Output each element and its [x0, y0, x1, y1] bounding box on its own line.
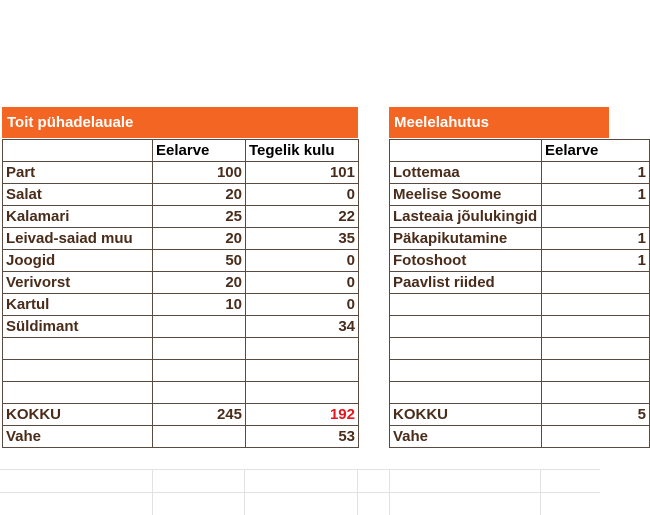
value-cell[interactable]: 5: [542, 404, 650, 426]
row-label-cell[interactable]: [390, 360, 542, 382]
table-row: [3, 294, 359, 316]
row-label-cell[interactable]: KOKKU: [3, 404, 153, 426]
row-label-cell[interactable]: [390, 338, 542, 360]
table-row: [3, 162, 359, 184]
row-label-cell[interactable]: [3, 360, 153, 382]
row-label-cell[interactable]: [390, 316, 542, 338]
value-cell[interactable]: 20: [153, 272, 246, 294]
row-label-cell[interactable]: Salat: [3, 184, 153, 206]
table-row: [390, 184, 650, 206]
table-row: [390, 426, 650, 448]
table-row: [390, 316, 650, 338]
value-cell[interactable]: [542, 316, 650, 338]
table-row: [390, 206, 650, 228]
value-cell[interactable]: [246, 360, 359, 382]
food-budget-table: [2, 139, 359, 448]
value-cell[interactable]: 1: [542, 184, 650, 206]
value-cell[interactable]: [542, 206, 650, 228]
table-row: [390, 250, 650, 272]
row-label-cell[interactable]: Paavlist riided: [390, 272, 542, 294]
column-header-row: [390, 140, 650, 162]
value-cell[interactable]: [153, 426, 246, 448]
table-row: [3, 338, 359, 360]
table-row: [3, 404, 359, 426]
value-cell[interactable]: 25: [153, 206, 246, 228]
table-row: [3, 382, 359, 404]
entertainment-table-header[interactable]: Meelelahutus: [389, 107, 609, 138]
value-cell[interactable]: 1: [542, 162, 650, 184]
row-label-cell[interactable]: Kartul: [3, 294, 153, 316]
row-label-cell[interactable]: Leivad-saiad muu: [3, 228, 153, 250]
column-header-row: [3, 140, 359, 162]
column-header-cell[interactable]: [390, 140, 542, 162]
value-cell[interactable]: [542, 338, 650, 360]
row-label-cell[interactable]: KOKKU: [390, 404, 542, 426]
value-cell[interactable]: 34: [246, 316, 359, 338]
value-cell[interactable]: [153, 360, 246, 382]
table-row: [390, 360, 650, 382]
value-cell[interactable]: [153, 382, 246, 404]
value-cell[interactable]: 0: [246, 272, 359, 294]
table-row: [390, 338, 650, 360]
value-cell[interactable]: [246, 382, 359, 404]
table-row: [390, 294, 650, 316]
column-header-cell[interactable]: Tegelik kulu: [246, 140, 359, 162]
row-label-cell[interactable]: [3, 382, 153, 404]
table-row: [3, 184, 359, 206]
row-label-cell[interactable]: Fotoshoot: [390, 250, 542, 272]
row-label-cell[interactable]: Verivorst: [3, 272, 153, 294]
table-row: [3, 206, 359, 228]
table-row: [390, 404, 650, 426]
table-row: [390, 272, 650, 294]
value-cell[interactable]: [153, 338, 246, 360]
row-label-cell[interactable]: Part: [3, 162, 153, 184]
table-row: [390, 382, 650, 404]
value-cell[interactable]: 245: [153, 404, 246, 426]
value-cell[interactable]: 0: [246, 184, 359, 206]
value-cell[interactable]: 53: [246, 426, 359, 448]
table-row: [3, 250, 359, 272]
value-cell[interactable]: [542, 360, 650, 382]
value-cell[interactable]: 35: [246, 228, 359, 250]
value-cell[interactable]: 101: [246, 162, 359, 184]
value-cell[interactable]: [542, 272, 650, 294]
table-row: [3, 316, 359, 338]
value-cell[interactable]: [542, 426, 650, 448]
table-row: [3, 426, 359, 448]
value-cell[interactable]: [542, 382, 650, 404]
row-label-cell[interactable]: Süldimant: [3, 316, 153, 338]
value-cell[interactable]: 0: [246, 294, 359, 316]
row-label-cell[interactable]: Vahe: [3, 426, 153, 448]
row-label-cell[interactable]: Vahe: [390, 426, 542, 448]
value-cell[interactable]: [153, 316, 246, 338]
value-cell[interactable]: 20: [153, 184, 246, 206]
value-cell[interactable]: 0: [246, 250, 359, 272]
entertainment-budget-table: [389, 139, 650, 448]
value-cell[interactable]: [246, 338, 359, 360]
table-row: [3, 360, 359, 382]
value-cell[interactable]: 1: [542, 228, 650, 250]
value-cell[interactable]: 20: [153, 228, 246, 250]
table-row: [390, 162, 650, 184]
row-label-cell[interactable]: [390, 294, 542, 316]
value-cell[interactable]: 192: [246, 404, 359, 426]
value-cell[interactable]: 50: [153, 250, 246, 272]
table-row: [390, 228, 650, 250]
row-label-cell[interactable]: Kalamari: [3, 206, 153, 228]
value-cell[interactable]: 22: [246, 206, 359, 228]
column-header-cell[interactable]: Eelarve: [542, 140, 650, 162]
value-cell[interactable]: 10: [153, 294, 246, 316]
row-label-cell[interactable]: [3, 338, 153, 360]
row-label-cell[interactable]: Meelise Soome: [390, 184, 542, 206]
food-table-header[interactable]: Toit pühadelauale: [2, 107, 358, 138]
value-cell[interactable]: [542, 294, 650, 316]
table-row: [3, 228, 359, 250]
column-header-cell[interactable]: [3, 140, 153, 162]
row-label-cell[interactable]: Lasteaia jõulukingid: [390, 206, 542, 228]
row-label-cell[interactable]: Päkapikutamine: [390, 228, 542, 250]
row-label-cell[interactable]: Joogid: [3, 250, 153, 272]
value-cell[interactable]: 1: [542, 250, 650, 272]
row-label-cell[interactable]: [390, 382, 542, 404]
row-label-cell[interactable]: Lottemaa: [390, 162, 542, 184]
column-header-cell[interactable]: Eelarve: [153, 140, 246, 162]
value-cell[interactable]: 100: [153, 162, 246, 184]
table-row: [3, 272, 359, 294]
